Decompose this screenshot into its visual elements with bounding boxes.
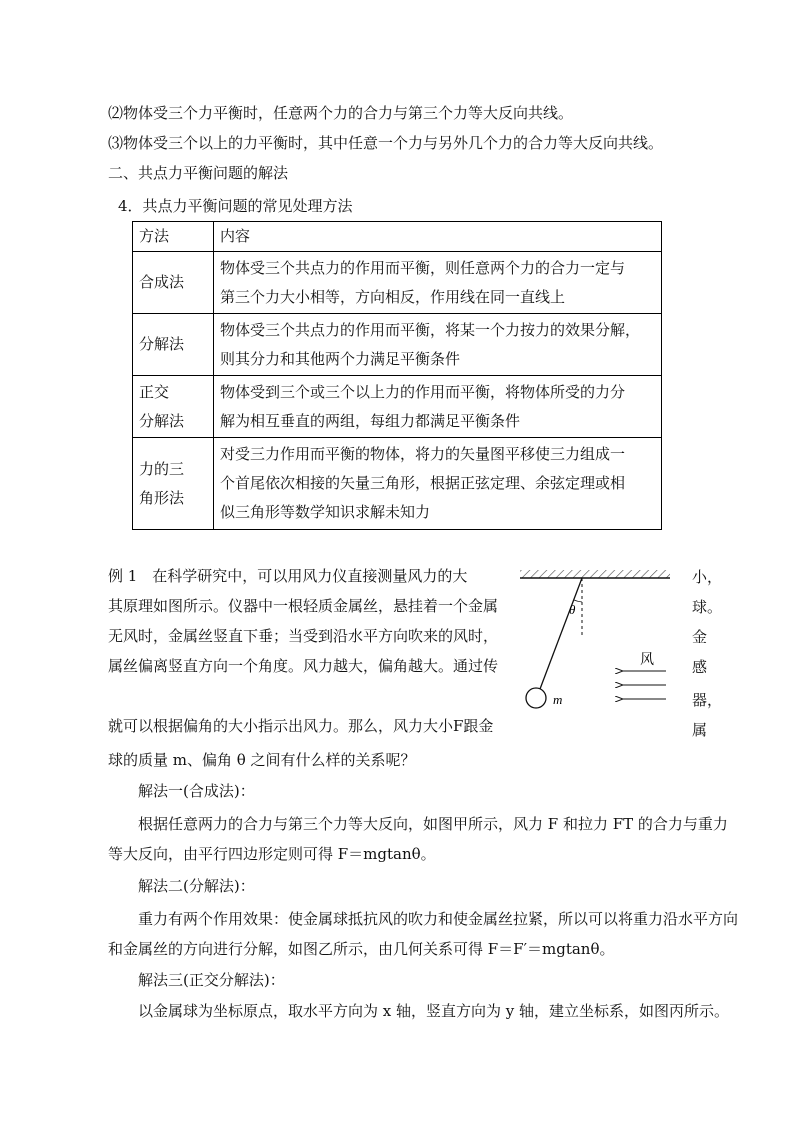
section-heading: 二、共点力平衡问题的解法 [108, 164, 289, 182]
table-header-row [133, 222, 662, 252]
solution-3-body: 以金属球为坐标原点，取水平方向为 x 轴，竖直方向为 y 轴，建立坐标系，如图丙所示。 [138, 1002, 730, 1020]
right-char: 金 [692, 628, 708, 646]
example-line: 其原理如图所示。仪器中一根轻质金属丝，悬挂着一个金属 [108, 597, 499, 615]
solution-2-title: 解法二(分解法)： [138, 877, 255, 895]
mass-label: m [553, 692, 563, 707]
ceiling-hatch [520, 570, 670, 578]
method-cell: 分解法 [133, 314, 214, 376]
content-cell: 物体受三个共点力的作用而平衡，将某一个力按力的效果分解， 则其分力和其他两个力满足平衡条件 [214, 314, 662, 376]
example-line: 例 1 在科学研究中，可以用风力仪直接测量风力的大 [108, 567, 468, 585]
metal-ball [526, 688, 546, 708]
content-cell: 对受三力作用而平衡的物体，将力的矢量图平移使三力组成一 个首尾依次相接的矢量三角形，根据正弦定理、余弦定理或相 似三角形等数学知识求解未知力 [214, 438, 662, 530]
table-row [133, 252, 662, 314]
solution-3-title: 解法三(正交分解法)： [138, 971, 285, 989]
solution-2-body: 重力有两个作用效果：使金属球抵抗风的吹力和使金属丝拉紧，所以可以将重力沿水平方向和金属丝的方向进行分解，如图乙所示，由几何关系可得 F＝F′＝mgtanθ。 [108, 910, 739, 958]
solution-1-body: 根据任意两力的合力与第三个力等大反向，如图甲所示，风力 F 和拉力 FT 的合力与重力等大反向，由平行四边形定则可得 F＝mgtanθ。 [108, 815, 728, 863]
right-char: 属 [692, 721, 708, 739]
example-question-line: 球的质量 m、偏角 θ 之间有什么样的关系呢？ [108, 751, 416, 769]
subsection-heading: 4．共点力平衡问题的常见处理方法 [118, 197, 353, 215]
example-line: 属丝偏离竖直方向一个角度。风力越大，偏角越大。通过传 [108, 657, 499, 675]
solution-1-title: 解法一(合成法)： [138, 782, 255, 800]
method-cell: 正交 分解法 [133, 376, 214, 438]
right-char: 球。 [692, 598, 723, 616]
method-cell: 合成法 [133, 252, 214, 314]
text-line-3: ⑶物体受三个以上的力平衡时，其中任意一个力与另外几个力的合力等大反向共线。 [108, 134, 664, 152]
example-line: 无风时，金属丝竖直下垂；当受到沿水平方向吹来的风时， [108, 627, 499, 645]
content-cell: 物体受三个共点力的作用而平衡，则任意两个力的合力一定与 第三个力大小相等，方向相反，作用线在同一直线上 [214, 252, 662, 314]
method-cell: 力的三 角形法 [133, 438, 214, 530]
table-header-content: 内容 [214, 222, 662, 252]
table-row [133, 314, 662, 376]
example-line: 就可以根据偏角的大小指示出风力。那么，风力大小F跟金 [108, 717, 494, 735]
text-line-2: ⑵物体受三个力平衡时，任意两个力的合力与第三个力等大反向共线。 [108, 104, 574, 122]
metal-wire [540, 578, 582, 689]
wind-gauge-figure [508, 566, 683, 726]
right-char: 小， [692, 568, 723, 586]
table-header-method: 方法 [133, 222, 214, 252]
wind-label: 风 [640, 652, 654, 668]
right-char: 感 [692, 658, 708, 676]
table-row [133, 438, 662, 530]
right-char: 器， [692, 691, 723, 709]
table-row [133, 376, 662, 438]
content-cell: 物体受到三个或三个以上力的作用而平衡，将物体所受的力分 解为相互垂直的两组，每组力都满足平衡条件 [214, 376, 662, 438]
methods-table [132, 221, 662, 530]
example-paragraph [108, 561, 498, 741]
theta-label: θ [569, 602, 576, 617]
